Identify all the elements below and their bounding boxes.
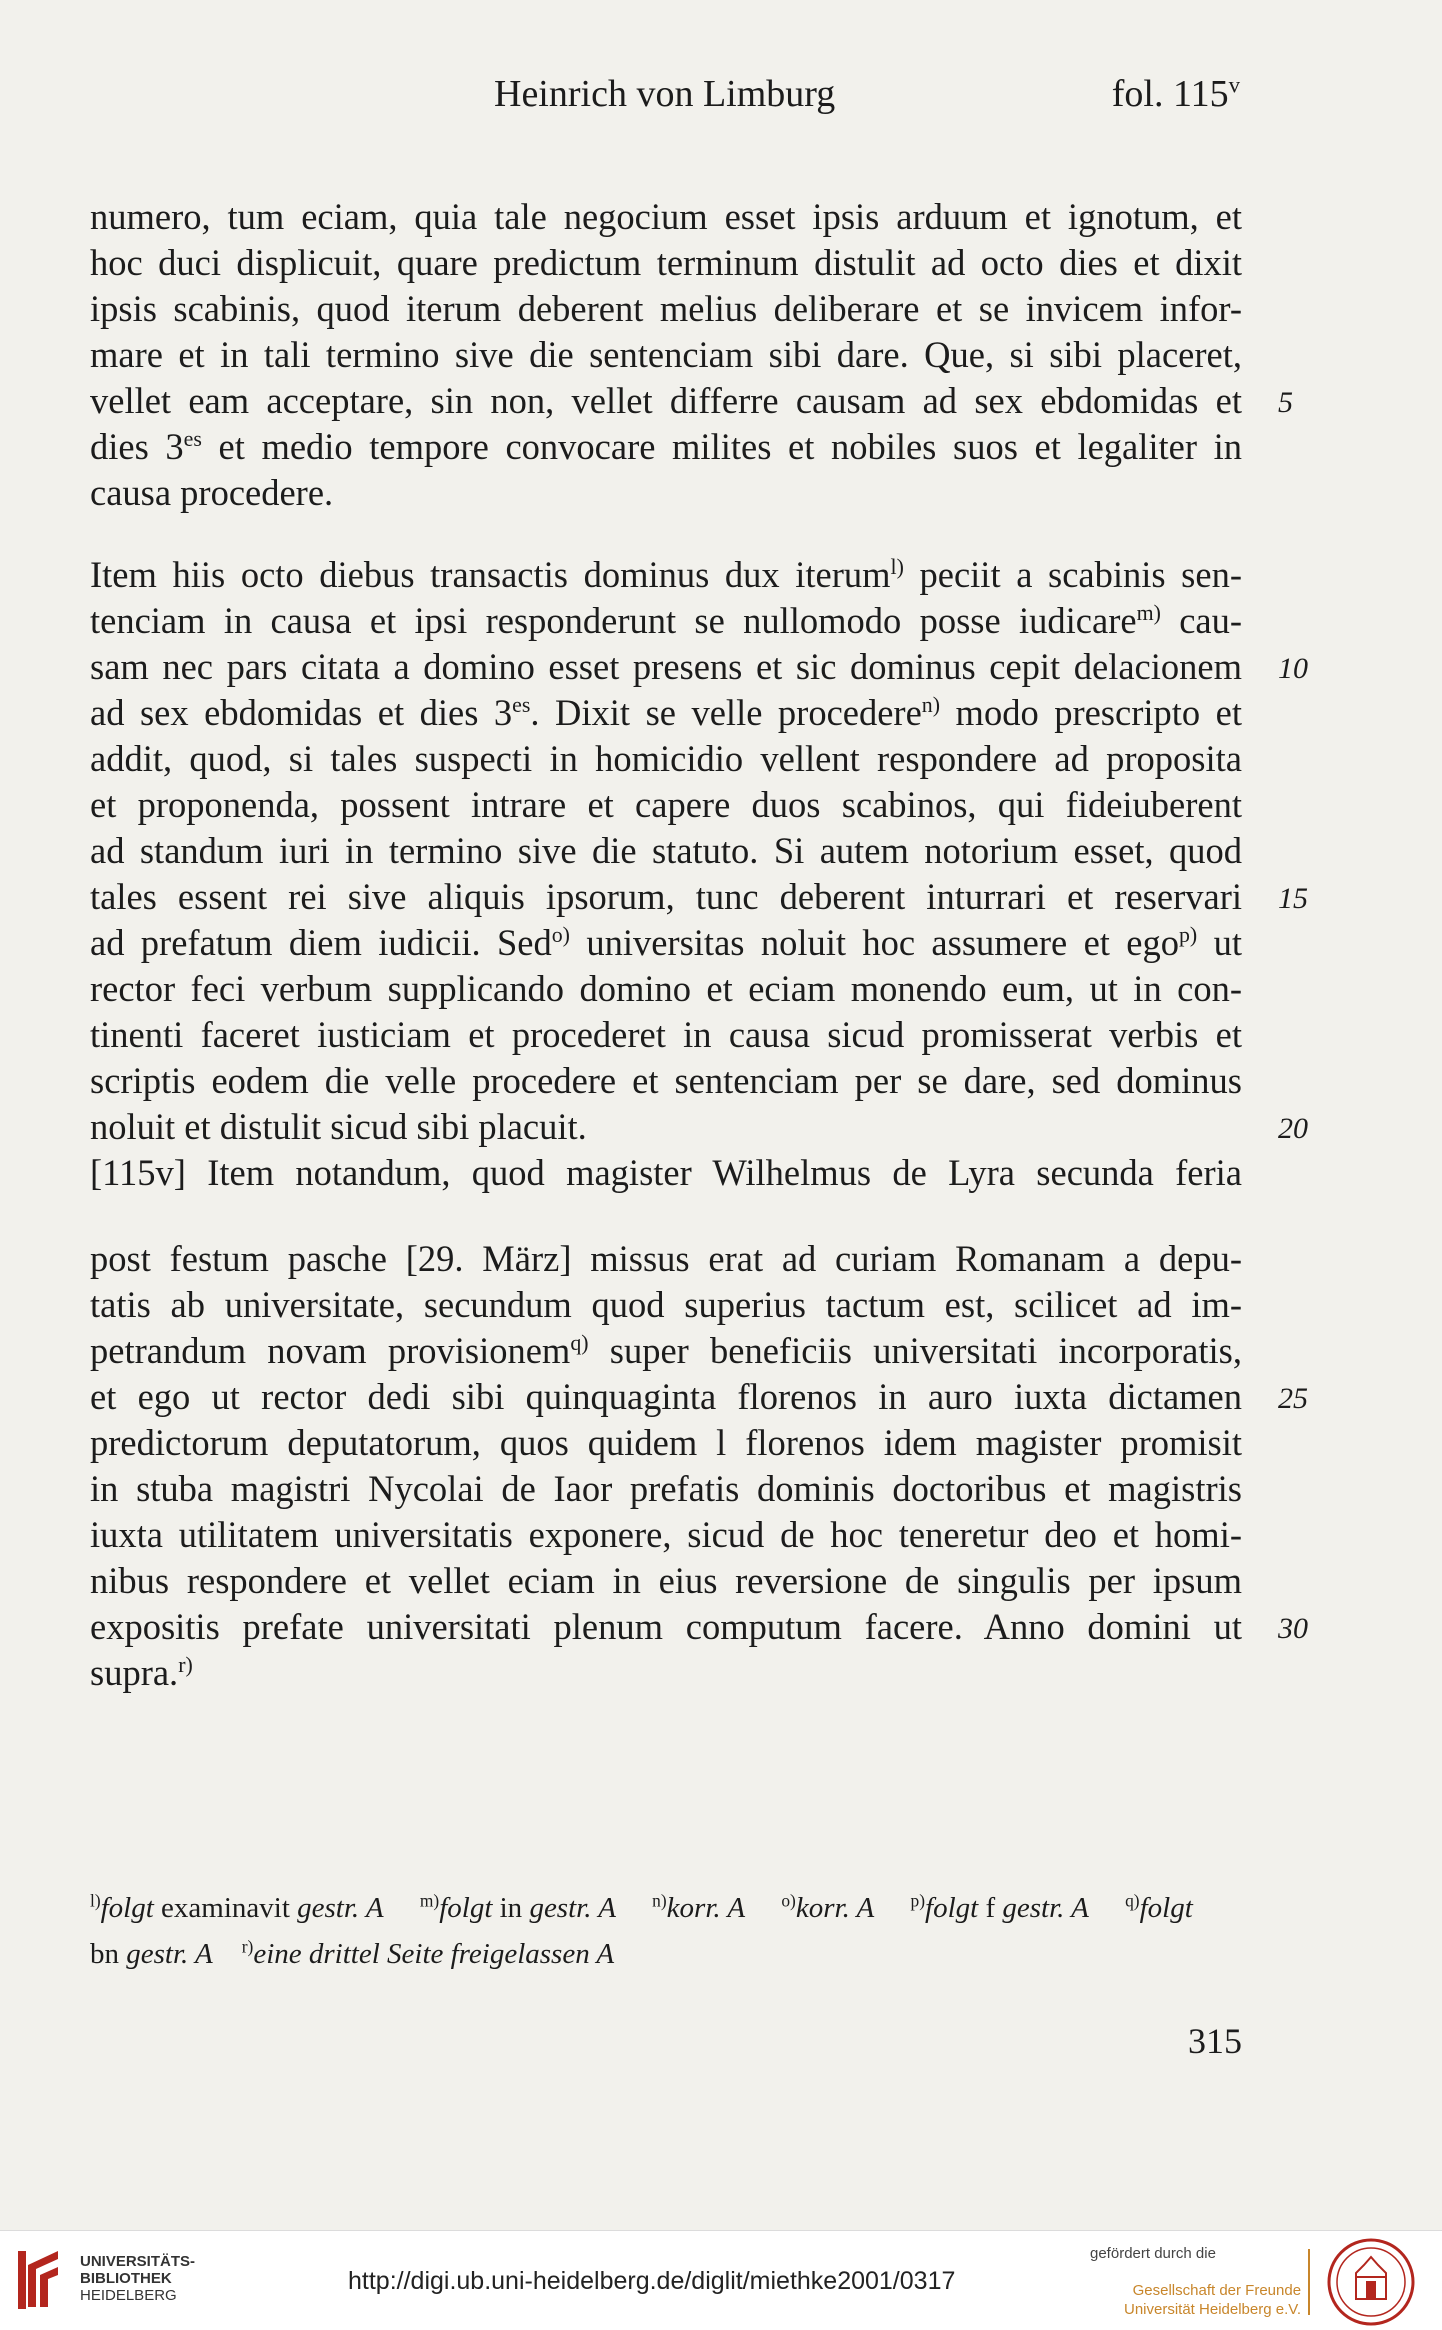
text-line: et proponenda, possent intrare et capere duos scabinos, qui fideiuberent <box>90 784 1242 825</box>
text-line: predictorum deputatorum, quos quidem l florenos idem magister promisit <box>90 1422 1242 1463</box>
margin-line-number: 30 <box>1278 1612 1308 1645</box>
text-line: tinenti faceret iusticiam et procederet in causa sicud promisserat verbis et <box>90 1014 1242 1055</box>
text-line: iuxta utilitatem universitatis exponere, sicud de hoc teneretur deo et homi- <box>90 1514 1242 1555</box>
text-line: expositis prefate universitati plenum computum facere. Anno domini ut <box>90 1606 1242 1647</box>
footer-bar <box>0 2230 1442 2330</box>
text-line: rector feci verbum supplicando domino et eciam monendo eum, ut in con- <box>90 968 1242 1009</box>
text-line: mare et in tali termino sive die sentenciam sibi dare. Que, si sibi placeret, <box>90 334 1242 375</box>
footnote-line: bn gestr. A $^{r)}$eine drittel Seite freigelassen A <box>90 1936 615 1970</box>
text-line: in stuba magistri Nycolai de Iaor prefatis dominis doctoribus et magistris <box>90 1468 1242 1509</box>
text-line: ad sex ebdomidas et dies $3^{es}$. Dixit se velle procedere$^{n)}$ modo prescripto et <box>90 691 1242 733</box>
text-line: supra.$^{r)}$ <box>90 1651 193 1693</box>
text-line: tenciam in causa et ipsi responderunt se nullomodo posse iudicare$^{m)}$ cau- <box>90 599 1242 641</box>
text-line: [115v] Item notandum, quod magister Wilhelmus de Lyra secunda feria <box>90 1152 1242 1193</box>
text-line: addit, quod, si tales suspecti in homicidio vellent respondere ad proposita <box>90 738 1242 779</box>
library-name: UNIVERSITÄTS- BIBLIOTHEK HEIDELBERG <box>80 2253 196 2304</box>
text-line: tatis ab universitate, secundum quod superius tactum est, scilicet ad im- <box>90 1284 1242 1325</box>
margin-line-number: 5 <box>1278 386 1293 419</box>
university-seal-icon <box>1326 2237 1416 2327</box>
running-title: Heinrich von Limburg <box>494 73 836 115</box>
text-line: numero, tum eciam, quia tale negocium esset ipsis arduum et ignotum, et <box>90 196 1242 237</box>
sponsor-label: gefördert durch die <box>1090 2245 1216 2262</box>
text-line: ad standum iuri in termino sive die statuto. Si autem notorium esset, quod <box>90 830 1242 871</box>
text-line: post festum pasche [29. März] missus erat ad curiam Romanam a depu- <box>90 1238 1242 1279</box>
folio-label: fol. 115$^v$ <box>1111 72 1240 115</box>
text-line: causa procedere. <box>90 472 334 513</box>
permalink-url[interactable]: http://digi.ub.uni-heidelberg.de/diglit/miethke2001/0317 <box>348 2267 956 2295</box>
footnote-line: $^{l)}$folgt examinavit gestr. A $^{m)}$folgt in gestr. A $^{n)}$korr. A $^{o)}$korr. A $^{p)}$folgt f gestr. A $^{q)}$folgt <box>90 1890 1193 1924</box>
university-library-logo-icon <box>14 2245 66 2315</box>
text-line: et ego ut rector dedi sibi quinquaginta florenos in auro iuxta dictamen <box>90 1376 1242 1417</box>
text-line: tales essent rei sive aliquis ipsorum, tunc deberent inturrari et reservari <box>90 876 1242 917</box>
margin-line-number: 15 <box>1278 882 1308 915</box>
text-line: noluit et distulit sicud sibi placuit. <box>90 1106 587 1147</box>
footer-divider <box>1308 2249 1310 2315</box>
sponsor-name: Gesellschaft der Freunde Universität Heidelberg e.V. <box>1124 2282 1302 2318</box>
margin-line-number: 10 <box>1278 652 1308 685</box>
text-line: ad prefatum diem iudicii. Sed$^{o)}$ universitas noluit hoc assumere et ego$^{p)}$ ut <box>90 921 1242 963</box>
text-line: petrandum novam provisionem$^{q)}$ super beneficiis universitati incorporatis, <box>90 1329 1242 1371</box>
text-line: sam nec pars citata a domino esset presens et sic dominus cepit delacionem <box>90 646 1242 687</box>
margin-line-number: 20 <box>1278 1112 1308 1145</box>
margin-line-number: 25 <box>1278 1382 1308 1415</box>
text-line: scriptis eodem die velle procedere et sentenciam per se dare, sed dominus <box>90 1060 1242 1101</box>
text-line: hoc duci displicuit, quare predictum terminum distulit ad octo dies et dixit <box>90 242 1242 283</box>
text-line: nibus respondere et vellet eciam in eius reversione de singulis per ipsum <box>90 1560 1242 1601</box>
page-number: 315 <box>1188 2021 1242 2061</box>
text-line: Item hiis octo diebus transactis dominus dux iterum$^{l)}$ peciit a scabinis sen- <box>90 553 1242 595</box>
text-line: vellet eam acceptare, sin non, vellet differre causam ad sex ebdomidas et <box>90 380 1242 421</box>
text-line: dies $3^{es}$ et medio tempore convocare milites et nobiles suos et legaliter in <box>90 425 1243 467</box>
text-line: ipsis scabinis, quod iterum deberent melius deliberare et se invicem infor- <box>90 288 1242 329</box>
